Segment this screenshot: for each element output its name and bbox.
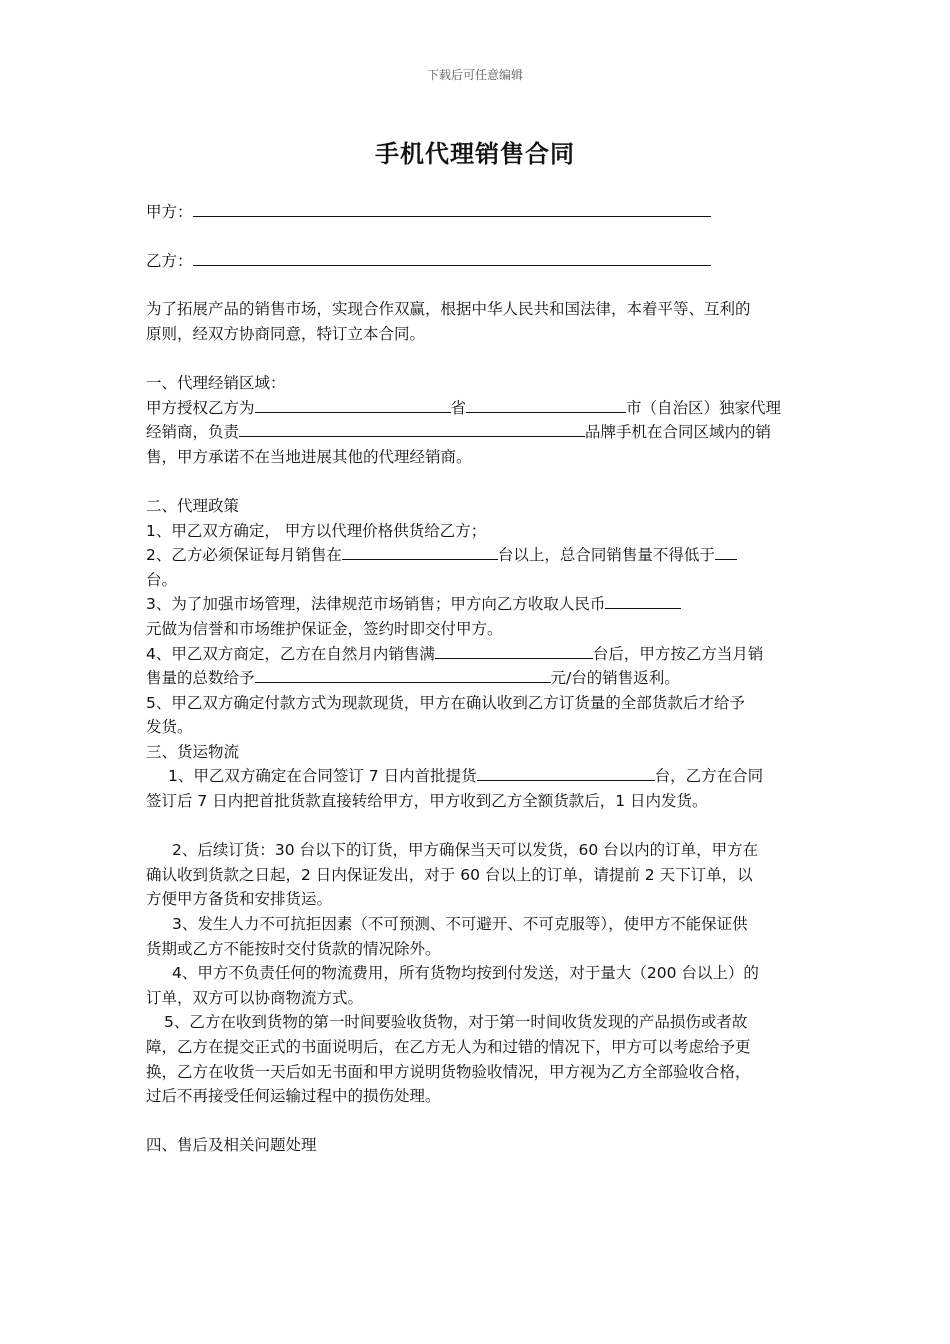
s2-text: 元/台的销售返利。 xyxy=(550,669,680,688)
s2-item-1: 1、甲乙双方确定， 甲方以代理价格供货给乙方； xyxy=(146,521,487,540)
intro-line: 原则，经双方协商同意，特订立本合同。 xyxy=(146,324,426,343)
total-sales-blank xyxy=(715,543,737,560)
s1-text: 经销商，负责 xyxy=(146,423,240,442)
s2-item-2 xyxy=(146,543,806,568)
section-4-heading: 四、售后及相关问题处理 xyxy=(146,1136,317,1155)
s3-item-5: 5、乙方在收到货物的第一时间要验收货物，对于第一时间收货发现的产品损伤或者故 xyxy=(164,1013,748,1032)
monthly-sales-blank xyxy=(342,543,498,560)
s1-text: 甲方授权乙方为 xyxy=(146,398,255,417)
s2-item-5: 5、甲乙双方确定付款方式为现款现货，甲方在确认收到乙方订货量的全部货款后才给予 xyxy=(146,693,745,712)
s3-item-2: 2、后续订货：30 台以下的订货，甲方确保当天可以发货，60 台以内的订单，甲方在 xyxy=(172,841,759,860)
s2-text: 3、为了加强市场管理，法律规范市场销售；甲方向乙方收取人民币 xyxy=(146,595,606,614)
province-blank xyxy=(255,396,451,413)
s2-text: 售量的总数给予 xyxy=(146,669,255,688)
s3-item-3: 3、发生人力不可抗拒因素（不可预测、不可避开、不可克服等），使甲方不能保证供 xyxy=(172,915,748,934)
monthly-target-blank xyxy=(435,642,593,659)
s2-text: 台以上，总合同销售量不得低于 xyxy=(497,546,715,565)
s2-item-4-cont xyxy=(146,666,806,691)
first-batch-blank xyxy=(477,764,655,781)
s3-item-1 xyxy=(146,764,806,789)
s1-text: 市（自治区）独家代理 xyxy=(626,398,782,417)
s1-text: 省 xyxy=(450,398,467,417)
s1-line-3: 售，甲方承诺不在当地进展其他的代理经销商。 xyxy=(146,447,472,466)
contract-body xyxy=(146,200,806,1158)
city-blank xyxy=(466,396,626,413)
s2-text: 4、甲乙双方商定，乙方在自然月内销售满 xyxy=(146,644,435,663)
s3-text: 台，乙方在合同 xyxy=(654,767,764,786)
deposit-blank xyxy=(605,592,681,609)
s1-line-1 xyxy=(146,396,806,421)
s3-item-1-cont: 签订后 7 日内把首批货款直接转给甲方，甲方收到乙方全额货款后，1 日内发货。 xyxy=(146,792,708,811)
s1-line-2 xyxy=(146,420,806,445)
s3-item-5-cont: 换，乙方在收货一天后如无书面和甲方说明货物验收情况，甲方视为乙方全部验收合格， xyxy=(146,1062,751,1081)
party-b-blank xyxy=(193,249,711,266)
party-b-label: 乙方： xyxy=(146,251,193,270)
s2-item-4 xyxy=(146,642,806,667)
contract-title: 手机代理销售合同 xyxy=(375,140,575,168)
brand-blank xyxy=(239,420,585,437)
header-note: 下载后可任意编辑 xyxy=(426,68,523,82)
s3-item-5-cont: 过后不再接受任何运输过程中的损伤处理。 xyxy=(146,1087,441,1106)
s2-text: 2、乙方必须保证每月销售在 xyxy=(146,546,342,565)
s3-item-4-cont: 订单，双方可以协商物流方式。 xyxy=(146,988,364,1007)
s2-text: 台后，甲方按乙方当月销 xyxy=(592,644,764,663)
rebate-blank xyxy=(255,666,551,683)
s2-item-5-cont: 发货。 xyxy=(146,718,193,737)
s3-item-4: 4、甲方不负责任何的物流费用，所有货物均按到付发送，对于量大（200 台以上）的 xyxy=(172,964,759,983)
s2-item-2-cont: 台。 xyxy=(146,570,178,589)
s3-item-2-cont: 方便甲方备货和安排货运。 xyxy=(146,890,333,909)
s3-item-2-cont: 确认收到货款之日起，2 日内保证发出，对于 60 台以上的订单，请提前 2 天下订单，以 xyxy=(146,865,753,884)
s3-text: 1、甲乙双方确定在合同签订 7 日内首批提货 xyxy=(168,767,477,786)
intro-line: 为了拓展产品的销售市场，实现合作双赢，根据中华人民共和国法律，本着平等、互利的 xyxy=(146,300,751,319)
party-a-blank xyxy=(193,200,711,217)
party-a-line xyxy=(146,200,806,224)
s1-text: 品牌手机在合同区域内的销 xyxy=(585,423,772,442)
party-a-label: 甲方： xyxy=(146,203,193,221)
s3-item-5-cont: 障，乙方在提交正式的书面说明后，在乙方无人为和过错的情况下，甲方可以考虑给予更 xyxy=(146,1038,751,1056)
section-2-heading: 二、代理政策 xyxy=(146,496,240,515)
section-1-heading: 一、代理经销区域： xyxy=(146,373,286,392)
s2-item-3 xyxy=(146,592,806,617)
s3-item-3-cont: 货期或乙方不能按时交付货款的情况除外。 xyxy=(146,939,441,958)
party-b-line xyxy=(146,249,806,273)
s2-item-3-cont: 元做为信誉和市场维护保证金，签约时即交付甲方。 xyxy=(146,619,503,638)
section-3-heading: 三、货运物流 xyxy=(146,742,240,761)
